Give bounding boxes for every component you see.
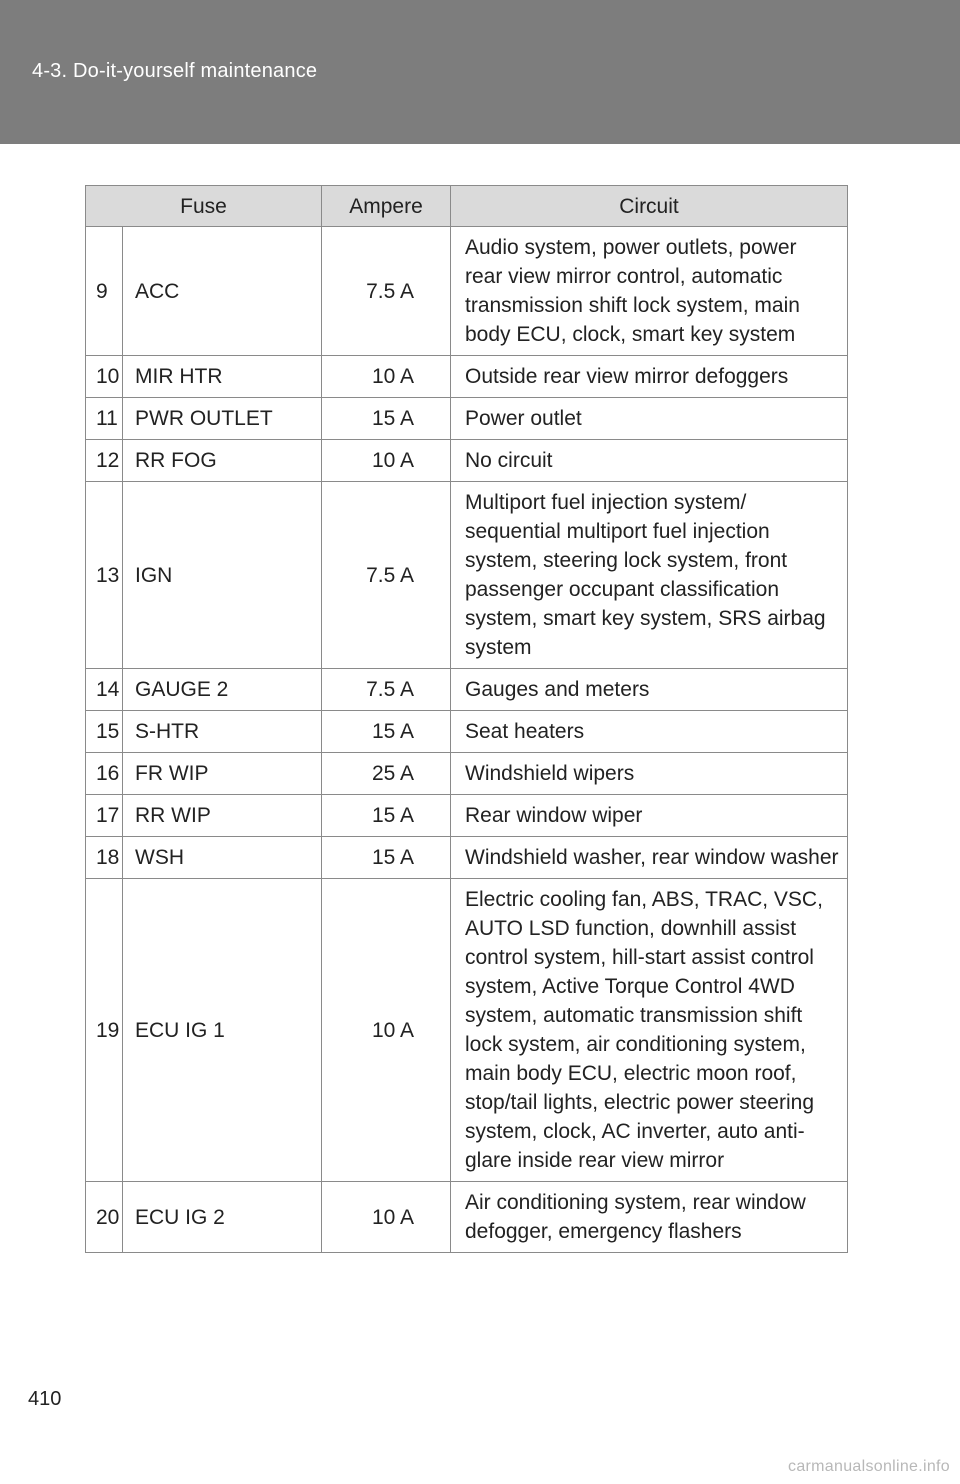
ampere-cell: 7.5 A — [322, 227, 451, 356]
fuse-table — [85, 185, 848, 1253]
fuse-rows — [86, 227, 848, 1253]
circuit-cell: Outside rear view mirror defoggers — [451, 356, 848, 398]
table-row — [86, 711, 848, 753]
section-title: 4-3. Do-it-yourself maintenance — [32, 60, 318, 82]
table-row — [86, 753, 848, 795]
ampere-cell: 10 A — [322, 879, 451, 1182]
fuse-number-cell: 10 — [86, 356, 123, 398]
fuse-name-cell: S-HTR — [123, 711, 322, 753]
fuse-number-cell: 19 — [86, 879, 123, 1182]
page-number: 410 — [28, 1388, 62, 1410]
fuse-number-cell: 18 — [86, 837, 123, 879]
circuit-cell: Rear window wiper — [451, 795, 848, 837]
table-row — [86, 1182, 848, 1253]
circuit-cell: Electric cooling fan, ABS, TRAC, VSC, AUTO LSD function, downhill assist control system, hill-start assist control system, Active Torque Control 4WD system, automatic transmission shift lock system, air conditioning system, main body ECU, electric moon roof, stop/tail lights, electric power steering system, clock, AC inverter, auto anti-glare inside rear view mirror — [451, 879, 848, 1182]
fuse-number-cell: 15 — [86, 711, 123, 753]
fuse-name-cell: FR WIP — [123, 753, 322, 795]
fuse-number-cell: 11 — [86, 398, 123, 440]
ampere-cell: 10 A — [322, 356, 451, 398]
column-header-fuse: Fuse — [86, 186, 322, 227]
header-band — [0, 0, 960, 144]
fuse-name-cell: ECU IG 1 — [123, 879, 322, 1182]
circuit-cell: Air conditioning system, rear window defogger, emergency flashers — [451, 1182, 848, 1253]
fuse-number-cell: 13 — [86, 482, 123, 669]
circuit-cell: Seat heaters — [451, 711, 848, 753]
table-row — [86, 482, 848, 669]
fuse-number-cell: 20 — [86, 1182, 123, 1253]
table-row — [86, 837, 848, 879]
table-row — [86, 398, 848, 440]
fuse-name-cell: WSH — [123, 837, 322, 879]
table-row — [86, 669, 848, 711]
fuse-name-cell: ECU IG 2 — [123, 1182, 322, 1253]
fuse-name-cell: RR WIP — [123, 795, 322, 837]
ampere-cell: 15 A — [322, 795, 451, 837]
column-header-ampere: Ampere — [322, 186, 451, 227]
table-row — [86, 879, 848, 1182]
fuse-name-cell: GAUGE 2 — [123, 669, 322, 711]
ampere-cell: 7.5 A — [322, 482, 451, 669]
table-row — [86, 356, 848, 398]
table-row — [86, 227, 848, 356]
fuse-name-cell: IGN — [123, 482, 322, 669]
fuse-name-cell: ACC — [123, 227, 322, 356]
fuse-name-cell: RR FOG — [123, 440, 322, 482]
table-row — [86, 795, 848, 837]
fuse-number-cell: 14 — [86, 669, 123, 711]
column-header-circuit: Circuit — [451, 186, 848, 227]
watermark: carmanualsonline.info — [788, 1458, 950, 1475]
circuit-cell: Windshield wipers — [451, 753, 848, 795]
ampere-cell: 10 A — [322, 1182, 451, 1253]
table-row — [86, 440, 848, 482]
ampere-cell: 10 A — [322, 440, 451, 482]
ampere-cell: 15 A — [322, 837, 451, 879]
ampere-cell: 15 A — [322, 711, 451, 753]
fuse-name-cell: PWR OUTLET — [123, 398, 322, 440]
circuit-cell: Multiport fuel injection system/ sequential multiport fuel injection system, steering lock system, front passenger occupant classification system, smart key system, SRS airbag system — [451, 482, 848, 669]
fuse-number-cell: 17 — [86, 795, 123, 837]
fuse-name-cell: MIR HTR — [123, 356, 322, 398]
circuit-cell: Windshield washer, rear window washer — [451, 837, 848, 879]
circuit-cell: Audio system, power outlets, power rear view mirror control, automatic transmission shift lock system, main body ECU, clock, smart key system — [451, 227, 848, 356]
fuse-number-cell: 12 — [86, 440, 123, 482]
ampere-cell: 25 A — [322, 753, 451, 795]
circuit-cell: No circuit — [451, 440, 848, 482]
ampere-cell: 15 A — [322, 398, 451, 440]
table-header-row — [86, 186, 848, 227]
fuse-number-cell: 16 — [86, 753, 123, 795]
ampere-cell: 7.5 A — [322, 669, 451, 711]
circuit-cell: Power outlet — [451, 398, 848, 440]
circuit-cell: Gauges and meters — [451, 669, 848, 711]
fuse-number-cell: 9 — [86, 227, 123, 356]
